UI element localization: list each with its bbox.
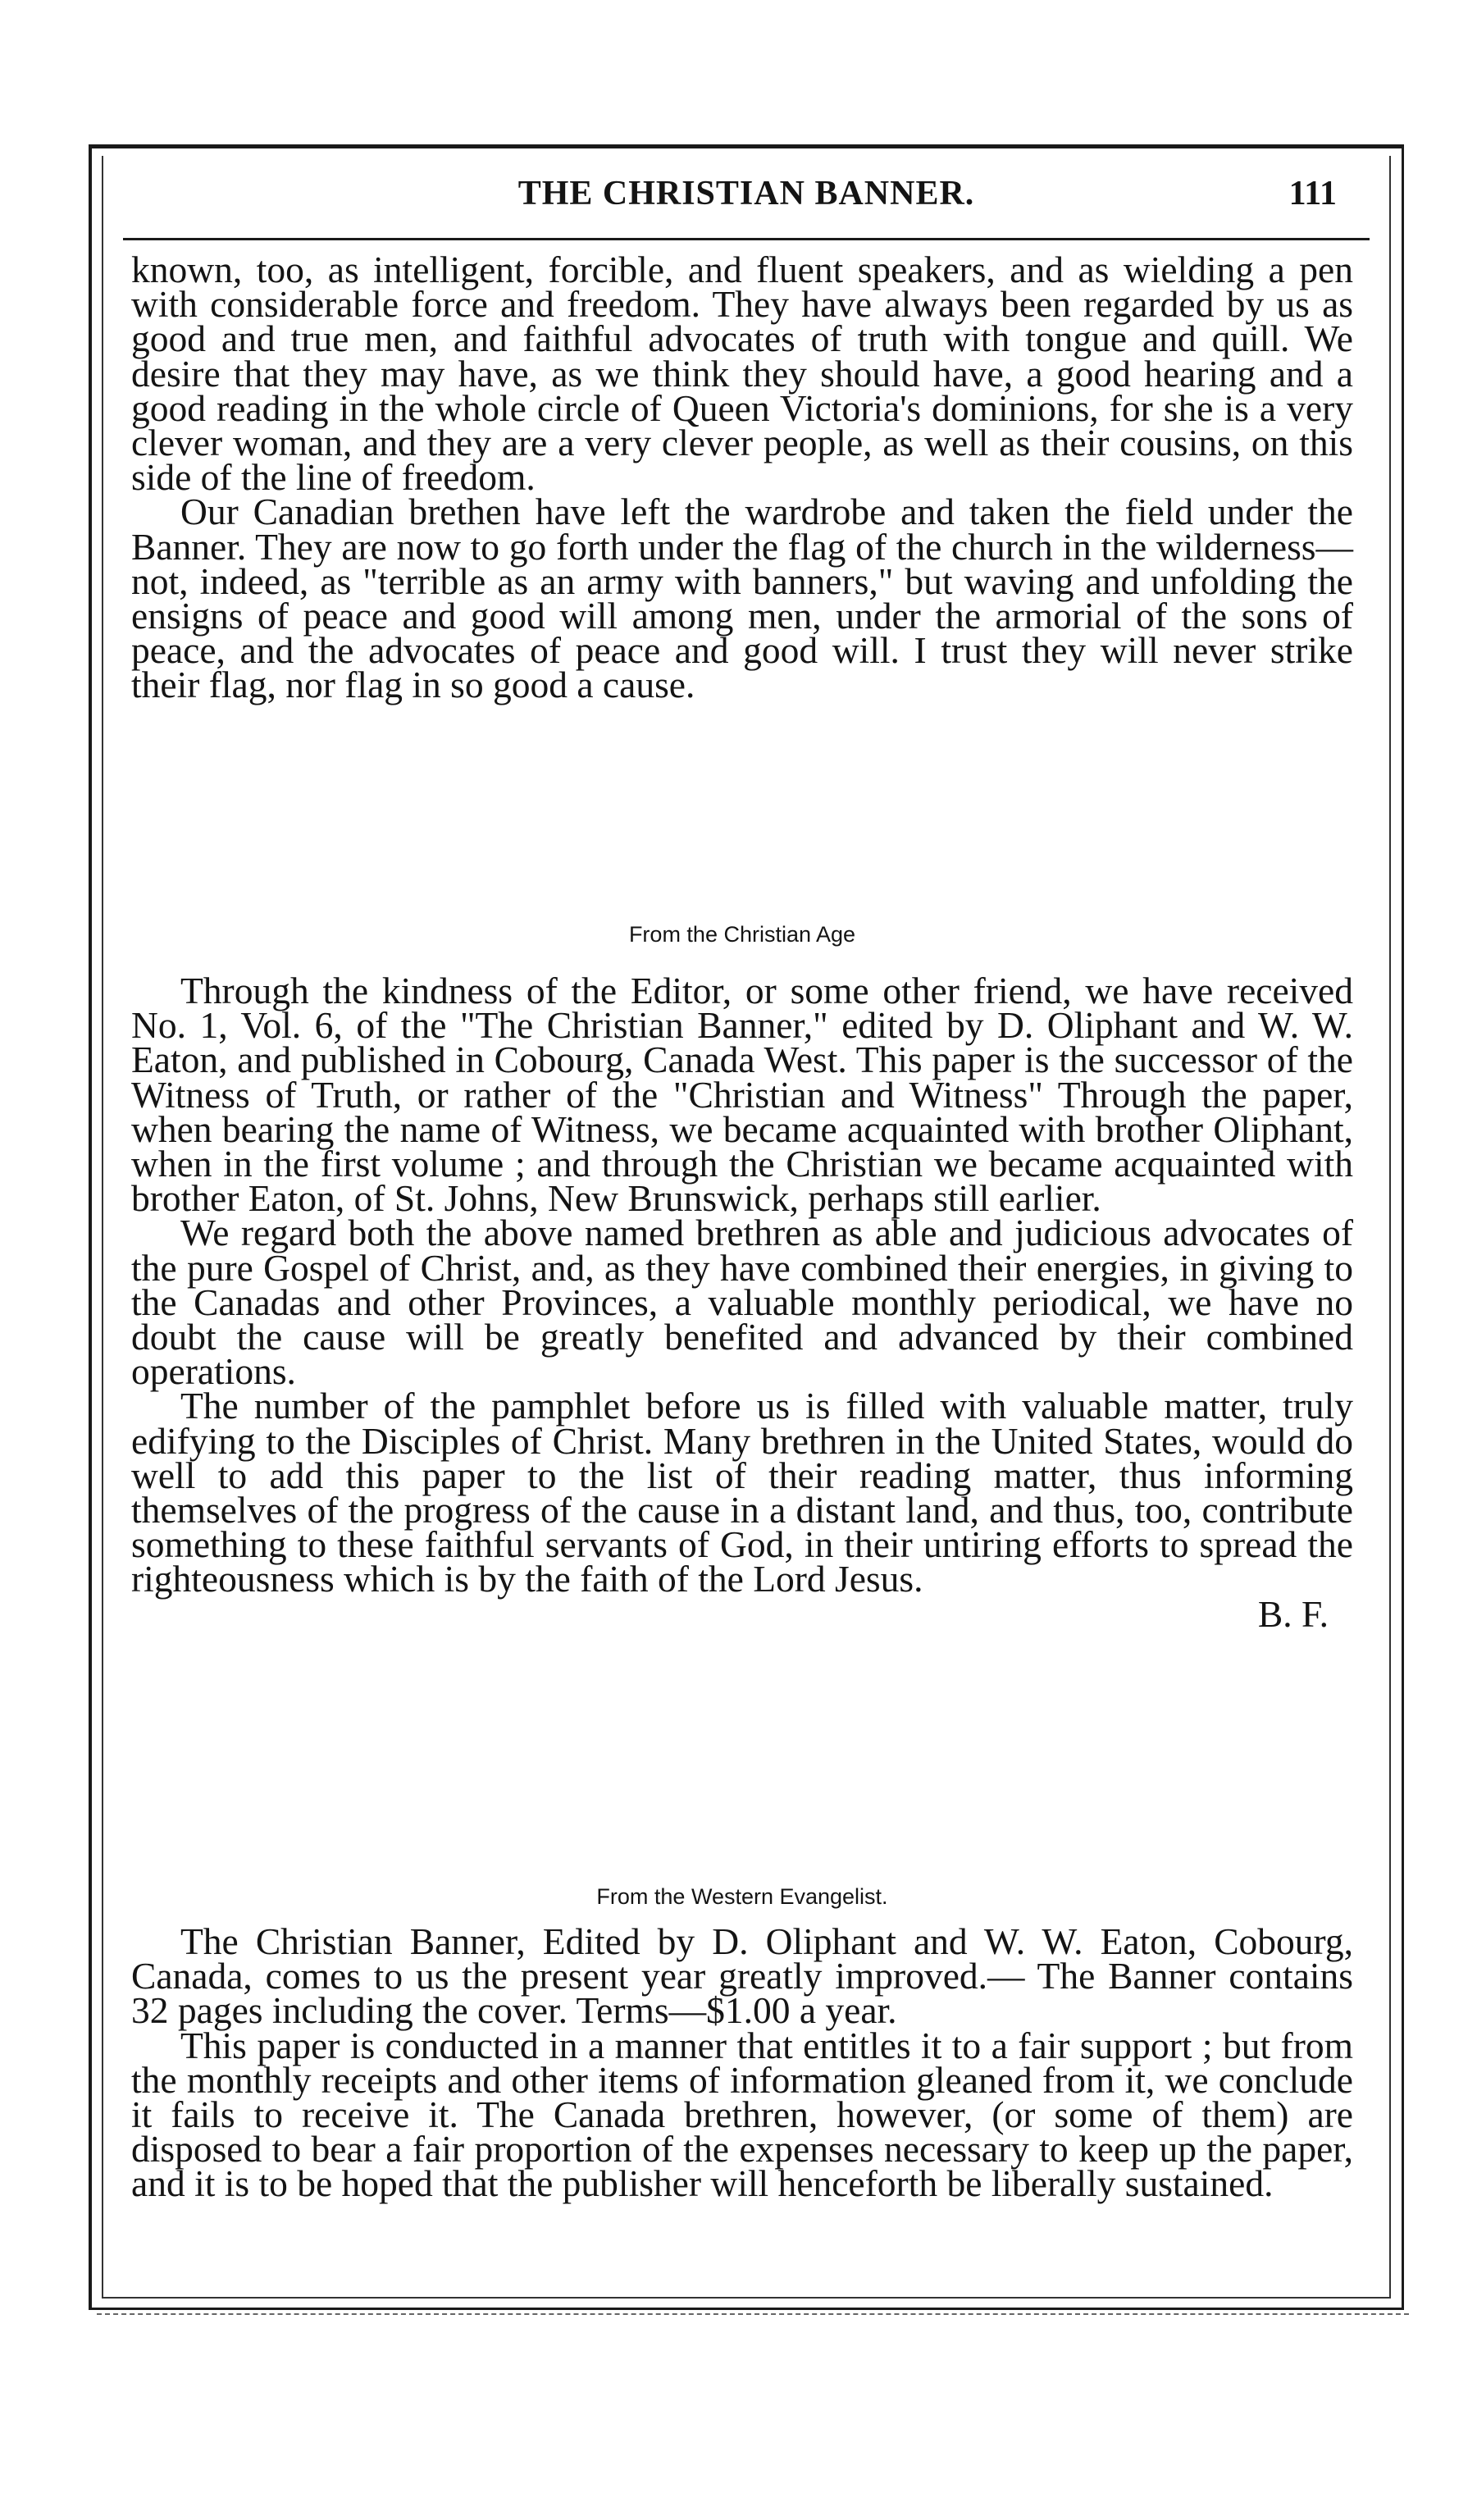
signature: B. F. bbox=[1257, 1592, 1329, 1635]
paragraph: We regard both the above named brethren as able and judicious advocates of the pure Gospel of Christ, and, as they have combined their energies, in giving to the Canadas and other Provinces, a valuable monthly periodical, we have no doubt the cause will be greatly benefited and advanced by their combined operations. bbox=[131, 1212, 1353, 1393]
page-number: 111 bbox=[1288, 175, 1337, 212]
section-christian-age bbox=[131, 970, 1353, 1860]
source-heading: From the Western Evangelist. bbox=[596, 1884, 888, 1909]
paragraph: Through the kindness of the Editor, or some other friend, we have received No. 1, Vol. 6, of the "The Christian Banner," edited by D. Oliphant and W. W. Eaton, and published in Cobourg, Canada West. This paper is the successor of the Witness of Truth, or rather of the "Christian and Witness" Through the paper, when bearing the name of Witness, we became acquainted with brother Oliphant, when in the first volume ; and through the Christian we became acquainted with brother Eaton, of St. Johns, New Brunswick, perhaps still earlier. bbox=[131, 970, 1353, 1220]
source-heading: From the Christian Age bbox=[628, 922, 856, 947]
header-rule bbox=[123, 238, 1370, 240]
signature-line bbox=[131, 1592, 1353, 1635]
paragraph: This paper is conducted in a manner that entitles it to a fair support ; but from the monthly receipts and other items of information gleaned from it, we conclude it fails to receive it. The Canada brethren, however, (or some of them) are disposed to bear a fair proportion of the expenses necessary to keep up the paper, and it is to be hoped that the publisher will henceforth be liberally sustained. bbox=[131, 2024, 1353, 2205]
paragraph: Our Canadian brethen have left the wardrobe and taken the field under the Banner. They are now to go forth under the flag of the church in the wilderness—not, indeed, as "terrible as an army with banners," but waving and unfolding the ensigns of peace and good will among men, under the armorial of the sons of peace, and the advocates of peace and good will. I trust they will never strike their flag, nor flag in so good a cause. bbox=[131, 491, 1353, 706]
paragraph: known, too, as intelligent, forcible, and fluent speakers, and as wielding a pen with considerable force and freedom. They have always been regarded by us as good and true men, and faithful advocates of truth with tongue and quill. We desire that they may have, as we think they should have, a good hearing and a good reading in the whole circle of Queen Victoria's dominions, for she is a very clever woman, and they are a very clever people, as well as their cousins, on this side of the line of freedom. bbox=[131, 249, 1353, 499]
paragraph: The number of the pamphlet before us is filled with valuable matter, truly edifying to the Disciples of Christ. Many brethren in the United States, would do well to add this paper to the list of their reading matter, thus informing themselves of the progress of the cause in a distant land, and thus, too, contribute something to these faithful servants of God, in their untiring efforts to spread the righteousness which is by the faith of the Lord Jesus. bbox=[131, 1385, 1353, 1600]
section-continued-article bbox=[131, 249, 1353, 876]
section-western-evangelist bbox=[131, 1920, 1353, 2205]
footer-rule bbox=[97, 2313, 1409, 2315]
page-header bbox=[123, 174, 1370, 223]
paragraph: The Christian Banner, Edited by D. Oliphant and W. W. Eaton, Cobourg, Canada, comes to us the present year greatly improved.— The Banner contains 32 pages including the cover. Terms—$1.00 a year. bbox=[131, 1920, 1353, 2032]
page-body bbox=[131, 249, 1353, 2205]
running-title: THE CHRISTIAN BANNER. bbox=[517, 175, 975, 212]
